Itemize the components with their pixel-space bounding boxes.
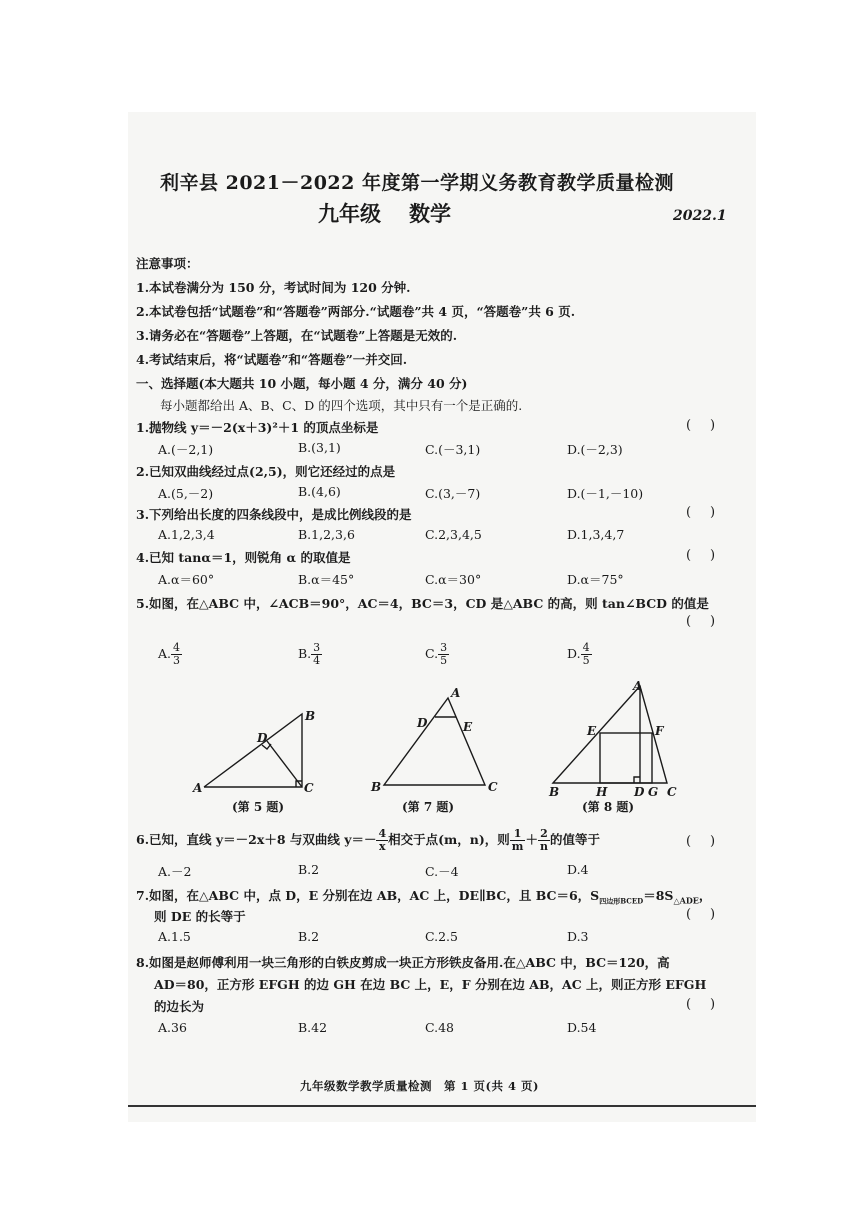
q7-option-c: C.2.5 [425, 929, 458, 944]
fig7-caption: (第 7 题) [402, 800, 455, 814]
q4-option-b: B.α＝45° [298, 572, 355, 587]
q1-option-c: C.(－3,1) [425, 442, 481, 457]
fig8-caption: (第 8 题) [582, 800, 635, 814]
q7-stem: 7.如图，在△ABC 中，点 D，E 分别在边 AB，AC 上，DE∥BC，且 BC＝6，$S_{四边形BCED}=8S_{\triangle ADE}$， [136, 888, 712, 906]
q3-option-a: A.1,2,3,4 [158, 527, 215, 542]
q7-option-a: A.1.5 [158, 929, 191, 944]
q6-option-a: A.－2 [158, 864, 192, 879]
q8-stem-line1: 8.如图是赵师傅利用一块三角形的白铁皮剪成一块正方形铁皮备用.在△ABC 中，BC＝120，高 [136, 955, 670, 970]
fig7-label-c: C [488, 780, 498, 794]
fig5-label-d: D [257, 731, 268, 745]
notice-item-4: 4.考试结束后，将“试题卷”和“答题卷”一并交回. [136, 352, 408, 367]
q3-option-b: B.1,2,3,6 [298, 527, 355, 542]
q2-option-a: A.(5,－2) [158, 486, 214, 501]
exam-title: 利辛县 2021－2022 年度第一学期义务教育教学质量检测 [160, 172, 674, 194]
notice-item-1: 1.本试卷满分为 150 分，考试时间为 120 分钟. [136, 280, 411, 295]
q7-option-b: B.2 [298, 929, 320, 944]
fig7-label-b: B [371, 780, 382, 794]
page-footer: 九年级数学教学质量检测 第 1 页(共 4 页) [300, 1079, 539, 1093]
figure-8 [545, 678, 685, 800]
q2-option-d: D.(－1,－10) [567, 486, 644, 501]
q1-option-d: D.(－2,3) [567, 442, 623, 457]
q4-stem: 4.已知 tanα＝1，则锐角 α 的取值是 [136, 550, 351, 565]
fig8-label-h: H [596, 785, 608, 799]
figure-7 [365, 685, 505, 800]
q8-option-a: A.36 [158, 1020, 187, 1035]
q4-option-d: D.α＝75° [567, 572, 624, 587]
fig7-label-d: D [417, 716, 428, 730]
subject-label: 数学 [409, 201, 451, 226]
q3-stem: 3.下列给出长度的四条线段中，是成比例线段的是 [136, 507, 412, 522]
q7-answer-paren: ( ) [686, 907, 716, 922]
fig7-label-e: E [463, 720, 473, 734]
q5-stem: 5.如图，在△ABC 中，∠ACB＝90°，AC＝4，BC＝3，CD 是△ABC 的高，则 tan∠BCD 的值是 [136, 596, 709, 611]
q8-stem-line2: AD＝80，正方形 EFGH 的边 GH 在边 BC 上，E，F 分别在边 AB，AC 上，则正方形 EFGH [154, 977, 707, 992]
fig8-label-a: A [633, 679, 643, 693]
fig5-label-c: C [304, 781, 314, 795]
q6-stem: 6.已知，直线 y＝－2x＋8 与双曲线 y＝－ $\frac{4}{x}$ 相交于点(m，n)，则 $\frac{1}{m}$ ＋ $\frac{2}{n}$ 的值等于 [136, 827, 600, 853]
q2-stem: 2.已知双曲线经过点(2,5)，则它还经过的点是 [136, 464, 396, 479]
q8-option-d: D.54 [567, 1020, 597, 1035]
q6-answer-paren: ( ) [686, 834, 716, 849]
fig8-label-f: F [655, 724, 664, 738]
q8-option-b: B.42 [298, 1020, 328, 1035]
q1-stem: 1.抛物线 y＝－2(x＋3)²＋1 的顶点坐标是 [136, 420, 379, 435]
q6-option-c: C.－4 [425, 864, 459, 879]
q4-answer-paren: ( ) [686, 548, 716, 563]
fig5-label-a: A [193, 781, 203, 795]
fig8-label-e: E [587, 724, 597, 738]
section-instruction: 每小题都给出 A、B、C、D 的四个选项，其中只有一个是正确的. [160, 398, 523, 413]
exam-date: 2022.1 [673, 208, 727, 224]
q4-option-c: C.α＝30° [425, 572, 482, 587]
q7-stem-line2: 则 DE 的长等于 [154, 909, 246, 924]
fig8-label-d: D [634, 785, 645, 799]
fig7-label-a: A [451, 686, 461, 700]
q1-option-b: B.(3,1) [298, 440, 341, 455]
figure-5 [190, 700, 330, 800]
q2-option-c: C.(3,－7) [425, 486, 481, 501]
section-heading: 一、选择题(本大题共 10 小题，每小题 4 分，满分 40 分) [136, 376, 468, 391]
notice-item-3: 3.请务必在“答题卷”上答题，在“试题卷”上答题是无效的. [136, 328, 458, 343]
q5-option-d: D. $\frac{4}{5}$ [567, 641, 590, 667]
notice-heading: 注意事项： [136, 256, 199, 271]
q2-option-b: B.(4,6) [298, 484, 341, 499]
q5-option-a: A. $\frac{4}{3}$ [158, 641, 181, 667]
fig8-label-c: C [667, 785, 677, 799]
q8-option-c: C.48 [425, 1020, 454, 1035]
grade-label: 九年级 [318, 201, 381, 226]
q4-option-a: A.α＝60° [158, 572, 215, 587]
notice-item-2: 2.本试卷包括“试题卷”和“答题卷”两部分.“试题卷”共 4 页，“答题卷”共 6 页. [136, 304, 576, 319]
q5-answer-paren: ( ) [686, 614, 716, 629]
q7-option-d: D.3 [567, 929, 589, 944]
q1-option-a: A.(－2,1) [158, 442, 214, 457]
q6-option-b: B.2 [298, 862, 320, 877]
fig8-label-b: B [549, 785, 560, 799]
exam-subtitle [318, 198, 451, 228]
q3-option-c: C.2,3,4,5 [425, 527, 482, 542]
fig5-label-b: B [305, 709, 316, 723]
bottom-rule [128, 1105, 756, 1107]
q3-answer-paren: ( ) [686, 505, 716, 520]
q8-stem-line3: 的边长为 [154, 999, 205, 1014]
fig8-label-g: G [648, 785, 659, 799]
q1-answer-paren: ( ) [686, 418, 716, 433]
q5-option-c: C. $\frac{3}{5}$ [425, 641, 448, 667]
fig5-caption: (第 5 题) [232, 800, 285, 814]
q6-option-d: D.4 [567, 862, 589, 877]
q8-answer-paren: ( ) [686, 997, 716, 1012]
q3-option-d: D.1,3,4,7 [567, 527, 625, 542]
q5-option-b: B. $\frac{3}{4}$ [298, 641, 321, 667]
